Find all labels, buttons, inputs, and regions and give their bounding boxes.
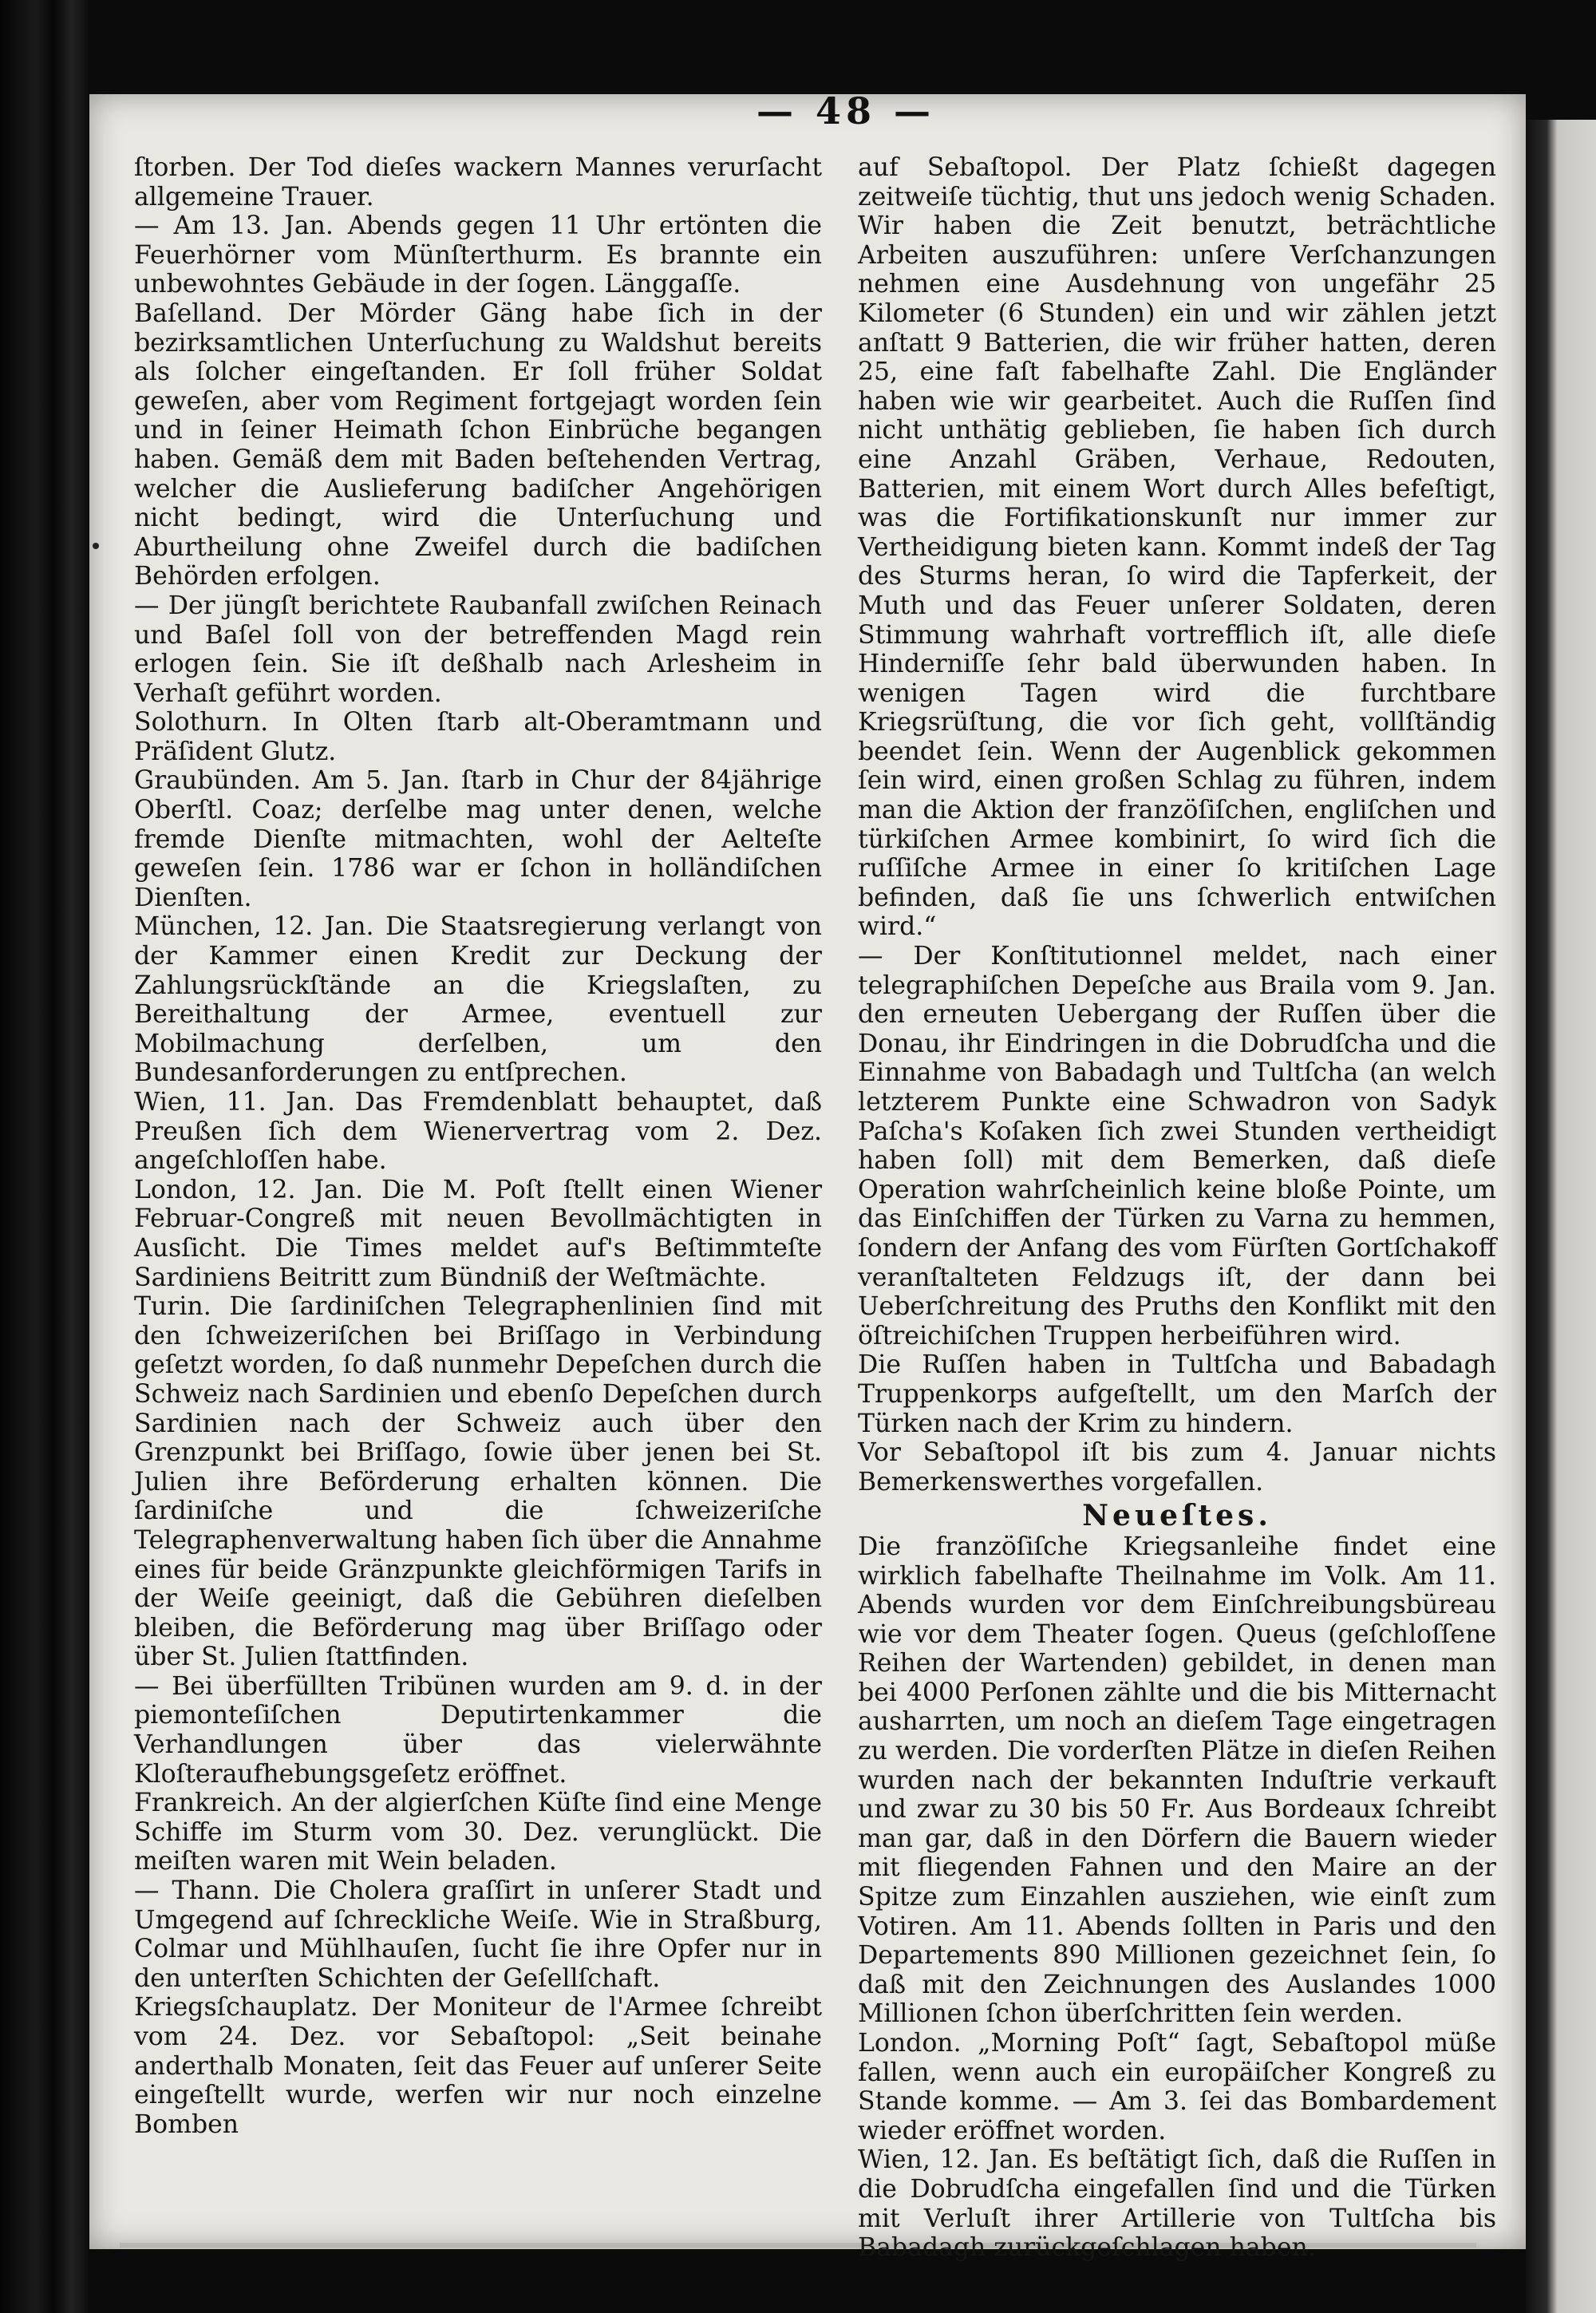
paragraph: London. „Morning Poſt“ ſagt, Sebaſtopol müße fallen, wenn auch ein europäiſcher Kongreß zu Stande komme. — Am 3. ſei das Bombardement wieder eröffnet worden. [858,2029,1496,2145]
left-column [134,153,822,2244]
paragraph: Turin. Die ſardiniſchen Telegraphenlinien ſind mit den ſchweizeriſchen bei Briſſago in Verbindung geſetzt worden, ſo daß nunmehr Depeſchen durch die Schweiz nach Sardinien und ebenſo Depeſchen durch Sardinien nach der Schweiz auch über den Grenzpunkt bei Briſſago, ſowie über jenen bei St. Julien ihre Beförderung erhalten können. Die ſardiniſche und die ſchweizeriſche Telegraphenverwaltung haben ſich über die Annahme eines für beide Gränzpunkte gleichförmigen Tarifs in der Weiſe geeinigt, daß die Gebühren dieſelben bleiben, die Beförderung mag über Briſſago oder über St. Julien ſtattfinden. [134,1292,822,1672]
paragraph: London, 12. Jan. Die M. Poſt ſtellt einen Wiener Februar-Congreß mit neuen Bevollmächtigten in Ausſicht. Die Times meldet auf's Beſtimmteſte Sardiniens Beitritt zum Bündniß der Weſtmächte. [134,1175,822,1292]
right-column [858,153,1496,2263]
paragraph: auf Sebaſtopol. Der Platz ſchießt dagegen zeitweiſe tüchtig, thut uns jedoch wenig Schaden. Wir haben die Zeit benutzt, beträchtliche Arbeiten auszuführen: unſere Verſchanzungen nehmen eine Ausdehnung von ungefähr 25 Kilometer (6 Stunden) ein und wir zählen jetzt anſtatt 9 Batterien, die wir früher hatten, deren 25, eine faſt fabelhafte Zahl. Die Engländer haben wie wir gearbeitet. Auch die Ruſſen ſind nicht unthätig geblieben, ſie haben ſich durch eine Anzahl Gräben, Verhaue, Redouten, Batterien, mit einem Wort durch Alles befeſtigt, was die Fortifikationskunſt nur immer zur Vertheidigung bieten kann. Kommt indeß der Tag des Sturms heran, ſo wird die Tapferkeit, der Muth und das Feuer unſerer Soldaten, deren Stimmung wahrhaft vortrefflich iſt, alle dieſe Hinderniſſe ſehr bald überwunden haben. In wenigen Tagen wird die furchtbare Kriegsrüſtung, die vor ſich geht, vollſtändig beendet ſein. Wenn der Augenblick gekommen ſein wird, einen großen Schlag zu führen, indem man die Aktion der franzöſiſchen, engliſchen und türkiſchen Armee kombinirt, ſo wird ſich die ruſſiſche Armee in einer ſo kritiſchen Lage befinden, daß ſie uns ſchwerlich entwiſchen wird.“ [858,153,1496,942]
paragraph: Wien, 11. Jan. Das Fremdenblatt behauptet, daß Preußen ſich dem Wienervertrag vom 2. Dez. angeſchloſſen habe. [134,1088,822,1176]
paragraph: — Thann. Die Cholera graſſirt in unſerer Stadt und Umgegend auf ſchreckliche Weiſe. Wie in Straßburg, Colmar und Mühlhauſen, ſucht ſie ihre Opfer nur in den unterſten Schichten der Geſellſchaft. [134,1876,822,1993]
margin-mark [93,543,99,549]
scan-shadow [120,2243,1476,2248]
paragraph: — Der jüngſt berichtete Raubanfall zwiſchen Reinach und Baſel ſoll von der betreffenden Magd rein erlogen ſein. Sie iſt deßhalb nach Arlesheim in Verhaſt geführt worden. [134,591,822,708]
paragraph: Wien, 12. Jan. Es beſtätigt ſich, daß die Ruſſen in die Dobrudſcha eingefallen ſind und die Türken mit Verluſt ihrer Artillerie von Tultſcha bis Babadagh zurückgeſchlagen haben. [858,2145,1496,2263]
paragraph: Solothurn. In Olten ſtarb alt-Oberamtmann und Präſident Glutz. [134,708,822,766]
page-number: — 48 — [756,89,936,132]
next-page-edge [1526,120,1596,2313]
paragraph: Die franzöſiſche Kriegsanleihe findet eine wirklich fabelhafte Theilnahme im Volk. Am 11. Abends wurden vor dem Einſchreibungsbüreau wie vor dem Theater ſogen. Queus (geſchloſſene Reihen der Wartenden) gebildet, in denen man bei 4000 Perſonen zählte und die bis Mitternacht ausharrten, um noch an dieſem Tage eingetragen zu werden. Die vorderſten Plätze in dieſen Reihen wurden nach der bekannten Induſtrie verkauft und zwar zu 30 bis 50 Fr. Aus Bordeaux ſchreibt man gar, daß in den Dörfern die Bauern wieder mit fliegenden Fahnen und den Maire an der Spitze zum Einzahlen ausziehen, wie einſt zum Votiren. Am 11. Abends ſollten in Paris und den Departements 890 Millionen gezeichnet ſein, ſo daß mit den Zeichnungen des Auslandes 1000 Millionen ſchon überſchritten ſein werden. [858,1532,1496,2029]
paragraph: — Bei überfüllten Tribünen wurden am 9. d. in der piemonteſiſchen Deputirtenkammer die Verhandlungen über das vielerwähnte Kloſteraufhebungsgeſetz eröffnet. [134,1671,822,1789]
paragraph: Kriegsſchauplatz. Der Moniteur de l'Armee ſchreibt vom 24. Dez. vor Sebaſtopol: „Seit beinahe anderthalb Monaten, ſeit das Feuer auf unſerer Seite eingeſtellt wurde, werfen wir nur noch einzelne Bomben [134,1993,822,2139]
paragraph: Vor Sebaſtopol iſt bis zum 4. Januar nichts Bemerkenswerthes vorgefallen. [858,1438,1496,1497]
paragraph: — Der Konſtitutionnel meldet, nach einer telegraphiſchen Depeſche aus Braila vom 9. Jan. den erneuten Uebergang der Ruſſen über die Donau, ihr Eindringen in die Dobrudſcha und die Einnahme von Babadagh und Tultſcha (an welch letzterem Punkte eine Schwadron von Sadyk Paſcha's Koſaken ſich zwei Stunden vertheidigt haben ſoll) mit dem Bemerken, daß dieſe Operation wahrſcheinlich keine bloße Pointe, um das Einſchiffen der Türken zu Varna zu hemmen, ſondern der Anfang des vom Fürſten Gortſchakoff veranſtalteten Feldzugs iſt, der dann bei Ueberſchreitung des Pruths den Konflikt mit den öſtreichiſchen Truppen herbeiführen wird. [858,942,1496,1350]
paragraph: München, 12. Jan. Die Staatsregierung verlangt von der Kammer einen Kredit zur Deckung der Zahlungsrückſtände an die Kriegslaſten, zu Bereithaltung der Armee, eventuell zur Mobilmachung derſelben, um den Bundesanforderungen zu entſprechen. [134,912,822,1088]
paragraph: — Am 13. Jan. Abends gegen 11 Uhr ertönten die Feuerhörner vom Münſterthurm. Es brannte ein unbewohntes Gebäude in der ſogen. Länggaſſe. [134,212,822,299]
section-heading: Neueſtes. [1082,1499,1272,1533]
book-spine [0,0,89,2313]
paragraph: Die Ruſſen haben in Tultſcha und Babadagh Truppenkorps aufgeſtellt, um den Marſch der Türken nach der Krim zu hindern. [858,1350,1496,1438]
paragraph: Frankreich. An der algierſchen Küſte ſind eine Menge Schiffe im Sturm vom 30. Dez. verunglückt. Die meiſten waren mit Wein beladen. [134,1789,822,1876]
paragraph: Graubünden. Am 5. Jan. ſtarb in Chur der 84jährige Oberſtl. Coaz; derſelbe mag unter denen, welche fremde Dienſte mitmachten, wohl der Aelteſte geweſen ſein. 1786 war er ſchon in holländiſchen Dienſten. [134,766,822,912]
paragraph: ſtorben. Der Tod dieſes wackern Mannes verurſacht allgemeine Trauer. [134,153,822,212]
paragraph: Baſelland. Der Mörder Gäng habe ſich in der bezirksamtlichen Unterſuchung zu Waldshut bereits als ſolcher eingeſtanden. Er ſoll früher Soldat geweſen, aber vom Regiment fortgejagt worden ſein und in ſeiner Heimath ſchon Einbrüche begangen haben. Gemäß dem mit Baden beſtehenden Vertrag, welcher die Auslieferung badiſcher Angehörigen nicht bedingt, wird die Unterſuchung und Aburtheilung ohne Zweifel durch die badiſchen Behörden erfolgen. [134,299,822,591]
